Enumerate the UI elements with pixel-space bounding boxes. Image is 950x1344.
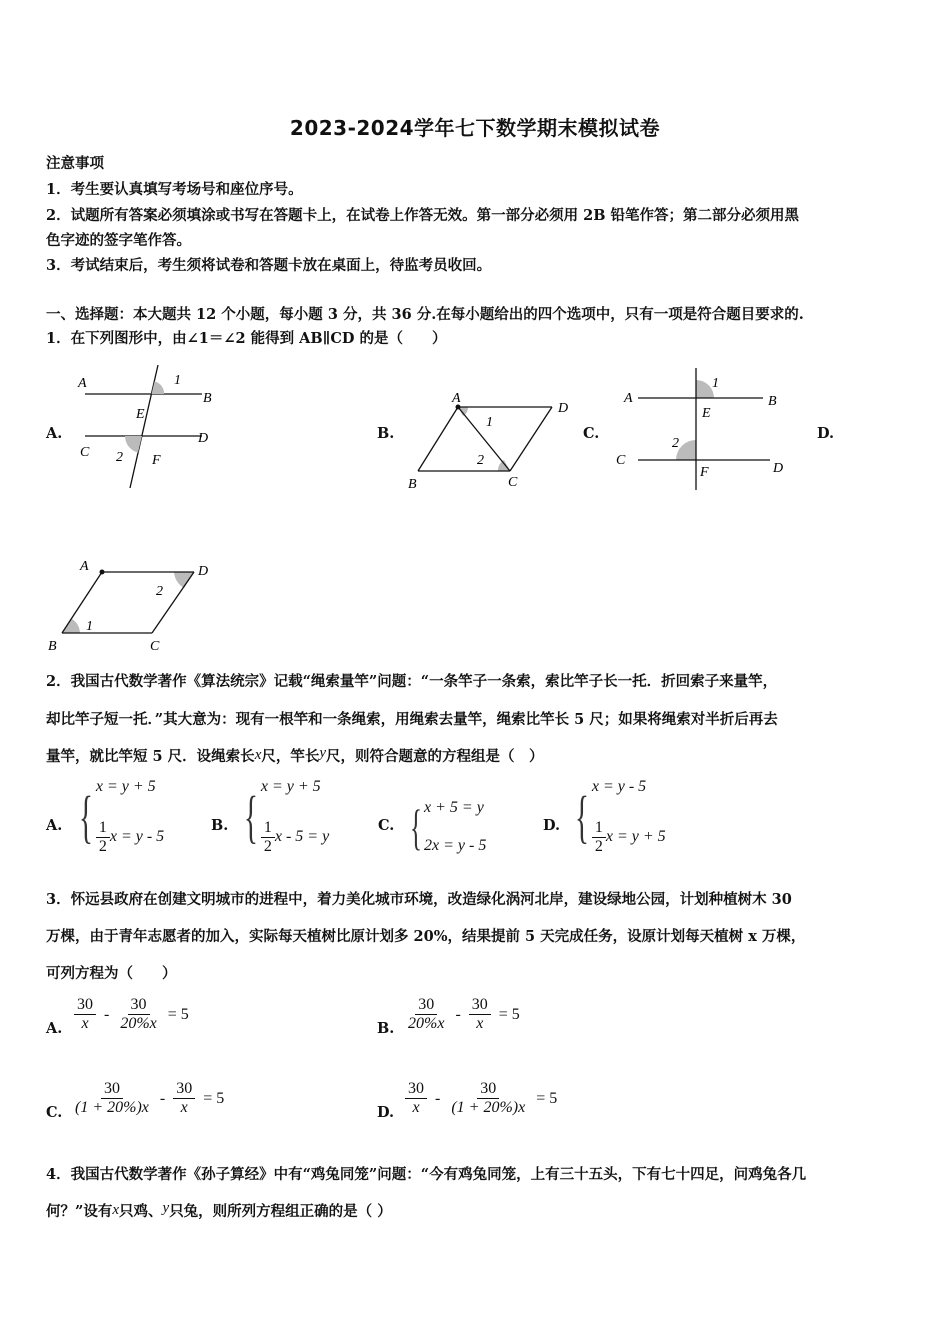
q2-a-num: 1 xyxy=(96,819,110,838)
q2-d-eq1: x = y - 5 xyxy=(591,778,647,795)
q3-b-n1: 30 xyxy=(415,996,437,1015)
q2-line-3 xyxy=(46,745,544,766)
notice-item-2: 2．试题所有答案必须填涂或书写在答题卡上，在试卷上作答无效。第一部分必须用 2B 铅笔作答；第二部分必须用黑 xyxy=(46,207,800,224)
q3-a-d2: 20%x xyxy=(120,1015,157,1032)
fig-a-angle-2: 2 xyxy=(116,450,123,465)
q3-c-op: - xyxy=(159,1089,166,1107)
q3-b-op: - xyxy=(455,1005,461,1023)
q3-d-d2: (1 + 20%)x xyxy=(451,1099,526,1116)
fig-b-label-a: A xyxy=(452,391,461,406)
notice-item-3: 3．考试结束后，考生须将试卷和答题卡放在桌面上，待监考员收回。 xyxy=(46,257,492,274)
q4-line-1: 4．我国古代数学著作《孙子算经》中有“鸡兔同笼”问题：“今有鸡兔同笼，上有三十五头，下有七十四足，问鸡兔各几 xyxy=(46,1166,807,1183)
q1-figure-a xyxy=(70,360,230,495)
q4-var-x: x xyxy=(112,1202,120,1218)
q3-option-d[interactable] xyxy=(405,1080,557,1117)
q3-c-n2: 30 xyxy=(173,1080,195,1099)
q1-label-d: D. xyxy=(817,425,835,442)
q2-line-3c: 尺，则符合题意的方程组是（ ） xyxy=(326,748,544,765)
q3-c-n1: 30 xyxy=(101,1080,123,1099)
q2-label-b: B. xyxy=(211,817,229,834)
fig-b-angle-2: 2 xyxy=(477,453,484,468)
fig-d-label-d: D xyxy=(198,564,209,579)
brace-icon: { xyxy=(410,799,422,855)
fig-d-label-a: A xyxy=(80,559,89,574)
q3-option-c[interactable] xyxy=(72,1080,224,1117)
fig-c-label-b: B xyxy=(768,394,777,409)
q2-a-den: 2 xyxy=(98,838,107,855)
fig-d-label-c: C xyxy=(150,639,160,654)
fig-c-label-e: E xyxy=(702,406,711,421)
q3-c-d1: (1 + 20%)x xyxy=(75,1099,149,1116)
q3-line-3: 可列方程为（ ） xyxy=(46,965,177,982)
q3-d-rhs: = 5 xyxy=(536,1089,558,1107)
fig-b-label-d: D xyxy=(558,401,569,416)
page-title: 2023-2024学年七下数学期末模拟试卷 xyxy=(289,116,661,140)
q2-d-den: 2 xyxy=(594,838,603,855)
q3-c-d2: x xyxy=(180,1099,188,1116)
q3-line-1: 3．怀远县政府在创建文明城市的进程中，着力美化城市环境，改造绿化涡河北岸，建设绿地公园，计划种植树木 30 xyxy=(46,891,792,908)
q2-label-c: C. xyxy=(378,817,395,834)
q2-line-3a: 量竿，就比竿短 5 尺．设绳索长 xyxy=(46,748,255,765)
fig-c-label-d: D xyxy=(773,461,784,476)
q1-label-b: B. xyxy=(377,425,395,442)
q3-b-rhs: = 5 xyxy=(498,1005,520,1023)
notice-item-1: 1．考生要认真填写考场号和座位序号。 xyxy=(46,181,303,198)
q3-a-n2: 30 xyxy=(128,996,150,1015)
brace-icon: { xyxy=(78,784,93,849)
fig-b-label-b: B xyxy=(408,477,417,492)
q3-line-2: 万棵，由于青年志愿者的加入，实际每天植树比原计划多 20%，结果提前 5 天完成任务，设原计划每天植树 x 万棵， xyxy=(46,928,806,945)
section-heading: 一、选择题：本大题共 12 个小题，每小题 3 分，共 36 分.在每小题给出的四个选项中，只有一项是符合题目要求的. xyxy=(46,306,804,323)
q3-b-n2: 30 xyxy=(469,996,491,1015)
q2-d-eq2: x = y + 5 xyxy=(605,828,666,846)
q4-line-2c: 只兔，则所列方程组正确的是（ ） xyxy=(169,1203,392,1220)
q2-c-eq1: x + 5 = y xyxy=(424,799,484,816)
q2-b-num: 1 xyxy=(261,819,275,838)
q2-a-eq1: x = y + 5 xyxy=(95,778,156,795)
q2-b-den: 2 xyxy=(263,838,272,855)
fig-c-angle-1: 1 xyxy=(712,376,719,391)
q2-c-eq2: 2x = y - 5 xyxy=(424,837,487,854)
q2-line-1: 2．我国古代数学著作《算法统宗》记载“绳索量竿”问题：“一条竿子一条索，索比竿子长一托．折回索子来量竿， xyxy=(46,673,778,690)
q3-a-rhs: = 5 xyxy=(167,1005,189,1023)
q1-figure-c xyxy=(610,365,800,495)
q2-d-num: 1 xyxy=(592,819,606,838)
fig-c-angle-2: 2 xyxy=(672,436,679,451)
q2-option-d[interactable] xyxy=(568,778,666,856)
q4-var-y: y xyxy=(162,1200,170,1216)
q3-b-d1: 20%x xyxy=(408,1015,445,1032)
fig-b-angle-1: 1 xyxy=(486,415,493,430)
fig-a-label-c: C xyxy=(80,445,90,460)
q3-a-n1: 30 xyxy=(74,996,96,1015)
q3-d-n2: 30 xyxy=(477,1080,499,1099)
q2-option-a[interactable] xyxy=(72,778,164,856)
q3-b-d2: x xyxy=(476,1015,484,1032)
q2-var-y: y xyxy=(319,745,327,761)
q1-stem: 1．在下列图形中，由∠1＝∠2 能得到 AB∥CD 的是（ ） xyxy=(46,330,447,347)
q2-line-3b: 尺，竿长 xyxy=(261,748,320,765)
q2-line-2: 却比竿子短一托．”其大意为：现有一根竿和一条绳索，用绳索去量竿，绳索比竿长 5 尺；如果将绳索对半折后再去 xyxy=(46,711,778,728)
brace-icon: { xyxy=(243,784,258,849)
q3-label-c: C. xyxy=(46,1104,63,1121)
q1-figure-d xyxy=(40,555,230,660)
q2-label-a: A. xyxy=(46,817,63,834)
fig-a-label-a: A xyxy=(78,376,87,391)
fig-d-angle-1: 1 xyxy=(86,619,93,634)
q3-d-op: - xyxy=(435,1089,441,1107)
q3-label-d: D. xyxy=(377,1104,395,1121)
q3-a-d1: x xyxy=(81,1015,89,1032)
q2-label-d: D. xyxy=(543,817,561,834)
notice-item-2-cont: 色字迹的签字笔作答。 xyxy=(46,232,191,249)
fig-a-label-d: D xyxy=(198,431,209,446)
q2-var-x: x xyxy=(254,747,262,763)
fig-b-label-c: C xyxy=(508,475,518,490)
q2-b-eq1: x = y + 5 xyxy=(260,778,321,795)
fig-a-label-f: F xyxy=(152,453,161,468)
q3-d-d1: x xyxy=(412,1099,420,1116)
fig-c-label-c: C xyxy=(616,453,626,468)
q3-label-a: A. xyxy=(46,1020,63,1037)
fig-a-angle-1: 1 xyxy=(174,373,181,388)
q4-line-2 xyxy=(46,1200,392,1221)
q1-label-c: C. xyxy=(583,425,600,442)
notice-heading: 注意事项 xyxy=(46,155,104,172)
q2-option-c[interactable] xyxy=(404,796,486,858)
q3-label-b: B. xyxy=(377,1020,395,1037)
q3-d-n1: 30 xyxy=(405,1080,427,1099)
q2-b-eq2: x - 5 = y xyxy=(274,828,330,846)
fig-c-label-a: A xyxy=(624,391,633,406)
q1-label-a: A. xyxy=(46,425,63,442)
q4-line-2b: 只鸡、 xyxy=(119,1203,163,1220)
q3-option-b[interactable] xyxy=(405,996,520,1033)
q3-a-op: - xyxy=(104,1005,110,1023)
q2-a-eq2: x = y - 5 xyxy=(109,828,165,846)
q2-option-b[interactable] xyxy=(237,778,329,856)
fig-d-angle-2: 2 xyxy=(156,584,163,599)
q3-c-rhs: = 5 xyxy=(203,1089,225,1107)
fig-d-label-b: B xyxy=(48,639,57,654)
q3-option-a[interactable] xyxy=(74,996,189,1033)
brace-icon: { xyxy=(574,784,589,849)
fig-a-label-b: B xyxy=(203,391,212,406)
fig-c-label-f: F xyxy=(700,465,709,480)
q1-figure-b xyxy=(400,388,580,498)
q4-line-2a: 何？”设有 xyxy=(46,1203,113,1220)
fig-a-label-e: E xyxy=(136,407,145,422)
